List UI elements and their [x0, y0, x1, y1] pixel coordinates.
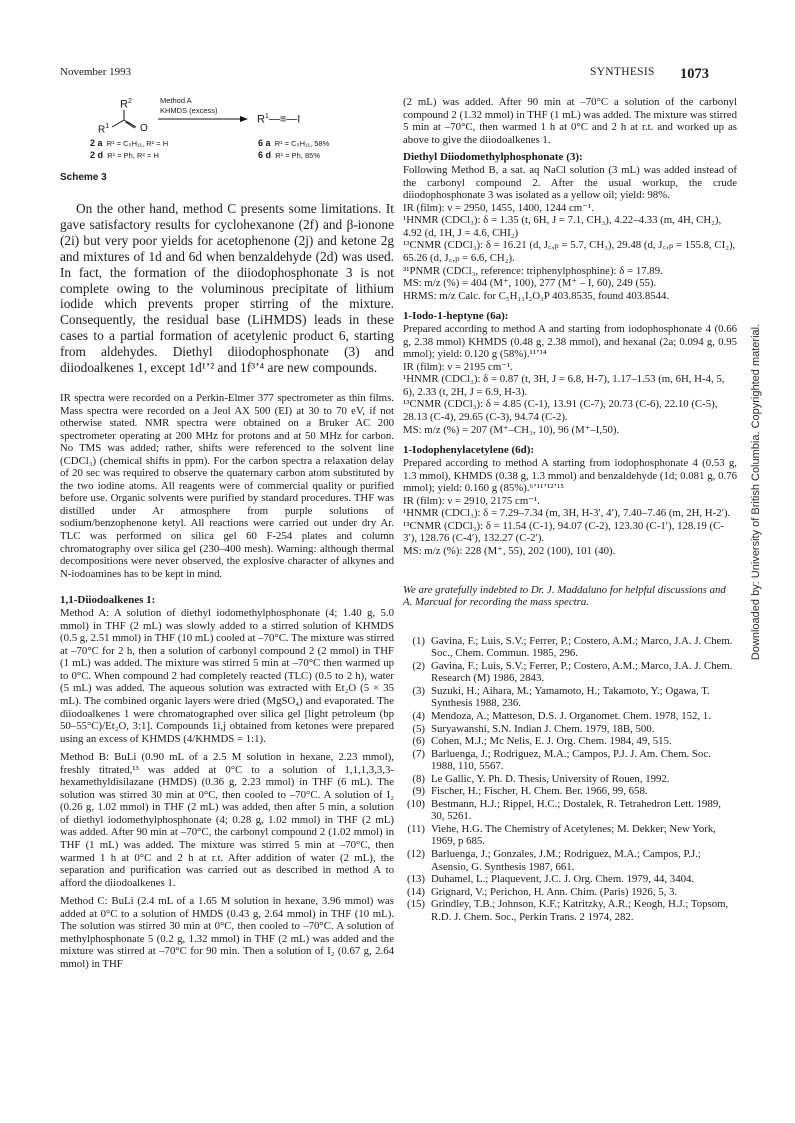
reference-number: (13) — [407, 873, 425, 886]
phosphonate-hnmr: ¹HNMR (CDCl₃): δ = 1.35 (t, 6H, J = 7.1, CH₃), 4.22–4.33 (m, 4H, CH₂), 4.92 (d, 1H, J = 4.6, CHI₂) — [403, 214, 722, 239]
heptyne-ms: MS: m/z (%) = 207 (M⁺–CH₃, 10), 96 (M⁺–I,50). — [403, 423, 620, 436]
scheme-2a: 2 a R¹ = C₅H₁₁, R² = H — [90, 138, 169, 148]
reference-text: Grignard, V.; Perichon, H. Ann. Chim. (Paris) 1926, 5, 3. — [431, 885, 678, 898]
reference-text: Barluenga, J.; Rodriguez, M.A.; Campos, P.J. J. Am. Chem. Soc. 1988, 110, 5567. — [431, 747, 711, 773]
heptyne-ir: IR (film): ν = 2195 cm⁻¹. — [403, 360, 513, 373]
iodophenylacetylene-ir: IR (film): ν = 2910, 2175 cm⁻¹. — [403, 494, 540, 507]
reference-number: (1) — [412, 634, 425, 647]
iodophenylacetylene-heading: 1-Iodophenylacetylene (6d): — [403, 444, 535, 457]
reference-text: Grindley, T.B.; Johnson, K.F.; Katritzky, A.R.; Keogh, H.J.; Topsom, R.D. J. Chem. Soc., Perkin Trans. 2 1974, 282. — [431, 898, 729, 923]
reference-text: Bestmann, H.J.; Rippel, H.C.; Dostalek, R. Tetrahedron Lett. 1989, 30, 5261. — [431, 797, 721, 823]
reference-text: Fischer, H.; Fischer, H. Chem. Ber. 1966, 99, 658. — [431, 785, 648, 798]
reaction-arrow — [158, 116, 248, 122]
reference-text: Mendoza, A.; Matteson, D.S. J. Organomet. Chem. 1978, 152, 1. — [431, 709, 711, 722]
phosphonate-heading: Diethyl Diiodomethylphosphonate (3): — [403, 151, 583, 164]
method-c-continuation: (2 mL) was added. After 90 min at –70°C a solution of the carbonyl compound 2 (1.32 mmol) in THF (1 mL) was added. The mixture was stirred 5 min at –70°C, then warmed 1 h at 0°C and 2 h at r.t. and worked up as above to give the diiodoalkenes 1. — [403, 96, 737, 146]
reference-number: (4) — [412, 709, 425, 722]
scheme-2d: 2 d R¹ = Ph, R² = H — [90, 150, 159, 160]
method-b-paragraph: Method B: BuLi (0.90 mL of a 2.5 M solution in hexane, 2.23 mmol), freshly titrated,¹³ was added at 0°C to a solution of 1,1,1,3,3,3-hexamethyldisilazane (HMDS) (0.36 g, 2.23 mmol) in THF (6 mL). The solution was stirred 30 min at 0°C, then cooled to –70°C. A solution of I₂ (0.26 g, 1.02 mmol) in THF (2 mL) was added, then after 5 min, a solution of diethyl iodomethylphosphonate (4; 0.28 g, 1.02 mmol) in THF (2 mL) was added. After 90 min at –70°C, the carbonyl compound 2 (1.02 mmol) in THF (1 mL) was added. The mixture was stirred 5 min at –70°C, then warmed 1 h at 0°C and 2 h at r.t. After addition of water (2 mL), the separation and purification was carried out as described in method A to afford the diiodoalkenes 1. — [60, 751, 394, 889]
reference-text: Gavina, F.; Luis, S.V.; Ferrer, P.; Costero, A.M.; Marco, J.A. J. Chem. Soc., Chem. Commun. 1985, 296. — [431, 634, 733, 660]
phosphonate-hrms: HRMS: m/z Calc. for C₅H₁₁I₂O₃P 403.8535, found 403.8544. — [403, 289, 670, 302]
reference-number: (7) — [412, 747, 425, 760]
reference-text: Suryawanshi, S.N. Indian J. Chem. 1979, 18B, 500. — [431, 722, 655, 735]
reference-text: Gavina, F.; Luis, S.V.; Ferrer, P.; Costero, A.M.; Marco, J.A. J. Chem. Research (M) 1986, 2843. — [431, 659, 733, 685]
scheme-reagent-label: KHMDS (excess) — [160, 106, 218, 115]
iodophenylacetylene-procedure: Prepared according to method A starting from iodophosphonate 4 (0.53 g, 1.3 mmol), KHMDS (0.38 g, 1.3 mmol) and benzaldehyde (1d; 0.081 g, 0.76 mmol); yield: 0.160 g (85%).⁶ʼ¹¹ʼ¹²ʼ¹⁵ — [403, 457, 737, 495]
header-journal: SYNTHESIS — [590, 66, 655, 78]
page-number: 1073 — [680, 66, 709, 82]
reference-number: (8) — [412, 772, 425, 785]
reference-text: Cohen, M.J.; Mc Nelis, E. J. Org. Chem. 1984, 49, 515. — [431, 735, 672, 748]
scheme-3-figure — [60, 96, 394, 170]
reference-list — [403, 635, 737, 924]
reference-text: Duhamel, L.; Plaquevent, J.C. J. Org. Chem. 1979, 44, 3404. — [431, 873, 695, 886]
reference-number: (2) — [412, 659, 425, 672]
experimental-paragraph: IR spectra were recorded on a Perkin-Elmer 377 spectrometer as thin films. Mass spectra were recorded on a Jeol AX 500 (EI) at 30 to 70 eV, if not otherwise stated. NMR spectra were obtained on a Bruker AC 200 spectrometer operating at 200 MHz for protons and at 50 MHz for carbon. No TMS was added; rather, shifts were referenced to the solvent line (CDCl₃) (chemical shifts in ppm). For the carbon spectra a relaxation delay of 20 sec was required to observe the quaternary carbon atom substituted by the two iodine atoms. All reagents were of commercial quality or purified before use. Organic solvents were purified by standard procedures. THF was distilled under Ar atmosphere from purple solutions of sodium/benzophenone ketyl. All reactions were carried out under dry Ar. TLC was performed on silica gel 60 F-254 plates and column chromatography over silica gel (230–400 mesh). Warning: although thermal decompositions were never observed, the explosive character of alkynes and N-iodoamines has to be kept in mind. — [60, 391, 394, 580]
reference-number: (6) — [412, 735, 425, 748]
heptyne-heading: 1-Iodo-1-heptyne (6a): — [403, 310, 509, 323]
reference-item — [403, 798, 737, 823]
reference-number: (15) — [407, 898, 425, 911]
scheme-r2-label: $R^2$ — [120, 98, 132, 111]
left-column — [60, 96, 394, 970]
iodophenylacetylene-ms: MS: m/z (%): 228 (M⁺, 55), 202 (100), 101 (40). — [403, 544, 616, 557]
reference-number: (11) — [407, 822, 425, 835]
reference-item — [403, 685, 737, 710]
scheme-caption: Scheme 3 — [60, 172, 107, 183]
reference-item — [403, 748, 737, 773]
reference-text: Suzuki, H.; Aihara, M.; Yamamoto, H.; Takamoto, Y.; Ogawa, T. Synthesis 1988, 236. — [431, 684, 710, 710]
scheme-product: $R^1—\equiv—I$ — [257, 113, 301, 126]
reference-number: (5) — [412, 722, 425, 735]
reference-text: Barluenga, J.; Gonzales, J.M.; Rodriguez, M.A.; Campos, P.J.; Asensio, G. Synthesis 1987, 661. — [431, 847, 701, 873]
download-watermark: Downloaded by: University of British Columbia. Copyrighted material. — [750, 323, 762, 661]
phosphonate-ms: MS: m/z (%) = 404 (M⁺, 100), 277 (M⁺ – I, 60), 249 (55). — [403, 277, 657, 290]
heptyne-procedure: Prepared according to method A and starting from iodophosphonate 4 (0.66 g, 2.38 mmol) KHMDS (0.48 g, 2.38 mmol), and hexanal (2a; 0.094 g, 0.95 mmol); yield: 0.120 g (58%).¹¹ʼ¹⁴ — [403, 323, 737, 361]
iodophenylacetylene-cnmr: ¹³CNMR (CDCl₃): δ = 11.54 (C-1), 94.07 (C-2), 123.30 (C-1ʹ), 128.19 (C-3ʹ), 128.76 (C-4ʹ), 132.27 (C-2ʹ). — [403, 519, 724, 545]
reference-item — [403, 886, 737, 899]
acknowledgement: We are gratefully indebted to Dr. J. Maddaluno for helpful discussions and A. Marcual for recording the mass spectra. — [403, 583, 726, 609]
phosphonate-ir: IR (film): ν = 2950, 1455, 1400, 1244 cm⁻¹. — [403, 201, 594, 214]
iodophenylacetylene-hnmr: ¹HNMR (CDCl₃): δ = 7.29–7.34 (m, 3H, H-3ʹ, 4ʹ), 7.40–7.46 (m, 2H, H-2ʹ). — [403, 507, 731, 520]
reference-number: (9) — [412, 785, 425, 798]
scheme-r1-label: $R^1$ — [98, 123, 110, 136]
diiodoalkenes-heading: 1,1-Diiodoalkenes 1: — [60, 594, 156, 607]
reference-item — [403, 660, 737, 685]
method-c-paragraph: Method C: BuLi (2.4 mL of a 1.65 M solution in hexane, 3.96 mmol) was added at 0°C to a solution of HMDS (0.43 g, 2.64 mmol) in THF (10 mL). The solution was stirred 30 min at 0°C, then cooled to –70°C. A solution of methylphosphonate 5 (0.2 g, 1.32 mmol) in THF (2 mL) was added and the mixture was stirred at –70°C for 90 min. Then a solution of I₂ (0.67 g, 2.64 mmol) in THF — [60, 895, 394, 970]
reference-text: Viehe, H.G. The Chemistry of Acetylenes; M. Dekker; New York, 1969, p 685. — [431, 822, 716, 848]
phosphonate-pnmr: ³¹PNMR (CDCl₃, reference: triphenylphosphine): δ = 17.89. — [403, 264, 663, 277]
header-date: November 1993 — [60, 66, 132, 78]
scheme-method-label: Method A — [160, 96, 192, 105]
heptyne-hnmr: ¹HNMR (CDCl₃): δ = 0.87 (t, 3H, J = 6.8, H-7), 1.17–1.53 (m, 6H, H-4, 5, 6), 2.33 (t, 2H, J = 6.9, H-3). — [403, 373, 725, 398]
reference-item — [403, 735, 737, 748]
reference-item — [403, 723, 737, 736]
reference-number: (12) — [407, 847, 425, 860]
scheme-6d: 6 d R¹ = Ph, 85% — [258, 150, 321, 160]
reference-item — [403, 873, 737, 886]
reference-item — [403, 710, 737, 723]
reference-item — [403, 773, 737, 786]
reference-number: (3) — [412, 684, 425, 697]
reference-text: Le Gallic, Y. Ph. D. Thesis, University of Rouen, 1992. — [431, 772, 670, 785]
phosphonate-cnmr: ¹³CNMR (CDCl₃): δ = 16.21 (d, J꜀,ₚ = 5.7, CH₃), 29.48 (d, J꜀,ₚ = 155.8, CI₂), 65.26 (d, J꜀,ₚ = 6.6, CH₂). — [403, 239, 736, 265]
reference-item — [403, 785, 737, 798]
reference-number: (10) — [407, 797, 425, 810]
scheme-6a: 6 a R¹ = C₅H₁₁, 58% — [258, 138, 330, 148]
reference-item — [403, 898, 737, 923]
heptyne-cnmr: ¹³CNMR (CDCl₃): δ = 4.85 (C-1), 13.91 (C-7), 20.73 (C-6), 22.10 (C-5), 28.13 (C-4), 29.65 (C-3), 94.74 (C-2). — [403, 398, 718, 424]
reference-number: (14) — [407, 885, 425, 898]
lead-paragraph: On the other hand, method C presents some limitations. It gave satisfactory results for cyclohexanone (2f) and β-ionone (2i) but very poor yields for acetophenone (2j) and ketone 2g and mixtures of 1d and 6d when benzaldehyde (2d) was used. In fact, the formation of the diiodophosphonate 3 is not complete owing to the voluminous precipitate of lithium iodide which prevents proper stirring of the mixture. Consequently, the residual base (LiHMDS) leads in these cases to a partial formation of acetylenic product 6, starting from aldehydes. Diethyl diiodophosphonate (3) and diiodoalkenes 1, except 1d¹ʼ² and 1f³ʼ⁴ are new compounds. — [60, 201, 394, 376]
scheme-oxygen-label: O — [140, 123, 148, 134]
reference-item — [403, 848, 737, 873]
reference-item — [403, 823, 737, 848]
reference-item — [403, 635, 737, 660]
method-a-paragraph: Method A: A solution of diethyl iodomethylphosphonate (4; 1.40 g, 5.0 mmol) in THF (2 mL) was slowly added to a stirred solution of KHMDS (0.5 g, 2.51 mmol) in THF (10 mL) cooled at –70°C. The mixture was stirred at –70°C for 2 h, then a solution of carbonyl compound 2 (2 mmol) in THF (1 mL) was added. The mixture was stirred 5 min at –70°C then warmed up to 0°C. When compound 2 had completely reacted (TLC) (0.5 to 2 h), water (5 mL) was added. The aqueous solution was extracted with Et₂O (5 × 35 mL). The combined organic layers were dried (MgSO₄) and evaporated. The diiodoalkenes 1 were chromatographed over silica gel [light petroleum (bp 50–55°C)/Et₂O, 3:1]. Compounds 1i,j obtained from ketones were prepared using an excess of KHMDS (4/KHMDS = 1:1). — [60, 607, 394, 745]
right-column — [403, 96, 737, 923]
phosphonate-procedure: Following Method B, a sat. aq NaCl solution (3 mL) was added instead of the carbonyl compound 2. After the usual workup, the crude diiodophosphonate 3 was isolated as a yellow oil; yield: 98%. — [403, 164, 737, 202]
